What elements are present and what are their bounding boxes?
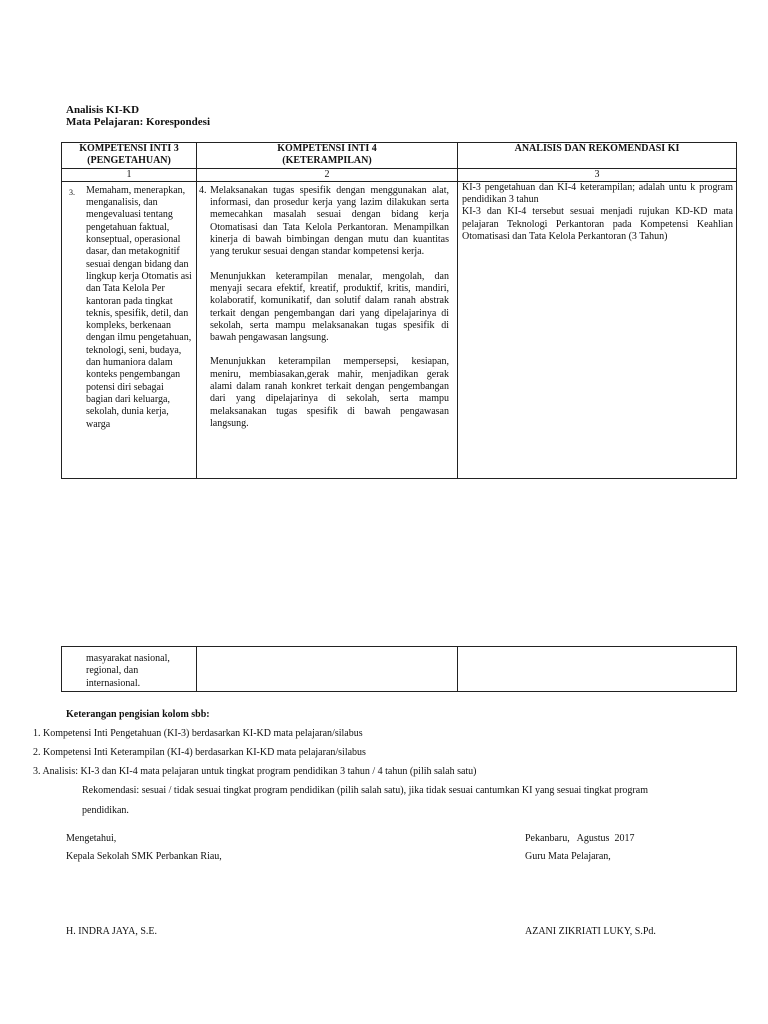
- header-ki3: [62, 143, 197, 169]
- notes-item-2: 2. Kompetensi Inti Keterampilan (KI-4) berdasarkan KI-KD mata pelajaran/silabus: [33, 747, 366, 758]
- header-analysis-line1: ANALISIS DAN REKOMENDASI KI: [514, 143, 680, 154]
- analysis-paragraph-1: KI-3 pengetahuan dan KI-4 keterampilan; adalah untu k program pendidikan 3 tahun: [462, 181, 733, 206]
- continued-row: [62, 647, 737, 692]
- ki4-paragraph-3: Menunjukkan keterampilan mempersepsi, kesiapan, meniru, membiasakan,gerak mahir, menjadikan gerak alami dalam ranah konkret terkait dengan pengembangan dari yang dipelajarinya di sekolah, serta mampu melaksanakan tugas spesifik di bawah pengawasan langsung.: [210, 356, 449, 429]
- number-row: [62, 168, 737, 181]
- header-ki4: [197, 143, 458, 169]
- signature-right-place-date: Pekanbaru, Agustus 2017: [525, 833, 635, 844]
- header-ki3-line2: (PENGETAHUAN): [87, 155, 171, 167]
- ki4-paragraph-2: Menunjukkan keterampilan menalar, mengolah, dan menyaji secara efektif, kreatif, produktif, kritis, mandiri, kolaboratif, komunikatif, dan solutif dalam ranah abstrak terkait dengan pengembangan dari yang dipelajarinya di sekolah, serta mampu melaksanakan tugas spesifik di bawah pengawasan langsung.: [210, 270, 449, 344]
- signature-left-role: Kepala Sekolah SMK Perbankan Riau,: [66, 851, 222, 862]
- analysis-paragraph-2: KI-3 dan KI-4 tersebut sesuai menjadi rujukan KD-KD mata pelajaran Teknologi Perkantoran pada Kompetensi Keahlian Otomatisasi dan Tata Kelola Perkantoran (3 Tahun): [462, 206, 733, 243]
- notes-recommendation-line2: pendidikan.: [82, 805, 129, 816]
- analysis-cell-continued: [458, 647, 737, 692]
- analysis-cell: [458, 181, 737, 478]
- ki4-cell-continued: [197, 647, 458, 692]
- header-ki3-line1: KOMPETENSI INTI 3: [79, 143, 179, 154]
- header-analysis: [458, 143, 737, 169]
- header-ki4-line1: KOMPETENSI INTI 4: [277, 143, 377, 154]
- header-row: [62, 143, 737, 169]
- ki3-text: Memaham, menerapkan, menganalisis, dan mengevaluasi tentang pengetahuan faktual, konseptual, operasional dasar, dan metakognitif sesuai dengan bidang dan lingkup kerja Otomatis asi dan Tata Kelola Per kantoran pada tingkat teknis, spesifik, detil, dan kompleks, berkenaan dengan ilmu pengetahuan, teknologi, seni, budaya, dan humaniora dalam konteks pengembangan potensi diri sebagai bagian dari keluarga, sekolah, dunia kerja, warga: [86, 184, 192, 430]
- ki3-label: 3.: [69, 187, 75, 197]
- ki3-text-continued: masyarakat nasional, regional, dan internasional.: [86, 653, 170, 689]
- notes-item-3: 3. Analisis: KI-3 dan KI-4 mata pelajaran untuk tingkat program pendidikan 3 tahun / 4 tahun (pilih salah satu): [33, 766, 477, 777]
- signature-left-name: H. INDRA JAYA, S.E.: [66, 926, 158, 937]
- ki-kd-table: [61, 142, 737, 479]
- signature-right-name: AZANI ZIKRIATI LUKY, S.Pd.: [525, 926, 656, 937]
- col-number-1: 1: [62, 168, 197, 181]
- signature-right-role: Guru Mata Pelajaran,: [525, 851, 611, 862]
- header-ki4-line2: (KETERAMPILAN): [282, 155, 372, 167]
- ki3-cell: [62, 181, 197, 478]
- ki4-cell: [197, 181, 458, 478]
- doc-title: Analisis KI-KD: [66, 104, 140, 116]
- ki4-label: 4.: [199, 184, 207, 196]
- content-row: [62, 181, 737, 478]
- signature-left-label: Mengetahui,: [66, 833, 117, 844]
- doc-subject: Mata Pelajaran: Korespondesi: [66, 116, 211, 128]
- ki-kd-table-continued: [61, 646, 737, 692]
- notes-recommendation-line1: Rekomendasi: sesuai / tidak sesuai tingkat program pendidikan (pilih salah satu), jika tidak sesuai cantumkan KI yang sesuai tingkat program: [82, 785, 648, 796]
- notes-heading: Keterangan pengisian kolom sbb:: [66, 709, 210, 720]
- ki3-cell-continued: [62, 647, 197, 692]
- col-number-2: 2: [197, 168, 458, 181]
- col-number-3: 3: [458, 168, 737, 181]
- ki4-paragraph-1: Melaksanakan tugas spesifik dengan menggunakan alat, informasi, dan prosedur kerja yang lazim dilakukan serta memecahkan masalah sesuai dengan bidang kerja Otomatisasi dan Tata Kelola Perkantoran. Menampilkan kinerja di bawah bimbingan dengan mutu dan kuantitas yang terukur sesuai dengan standar kompetensi kerja.: [210, 184, 449, 258]
- notes-item-1: 1. Kompetensi Inti Pengetahuan (KI-3) berdasarkan KI-KD mata pelajaran/silabus: [33, 728, 363, 739]
